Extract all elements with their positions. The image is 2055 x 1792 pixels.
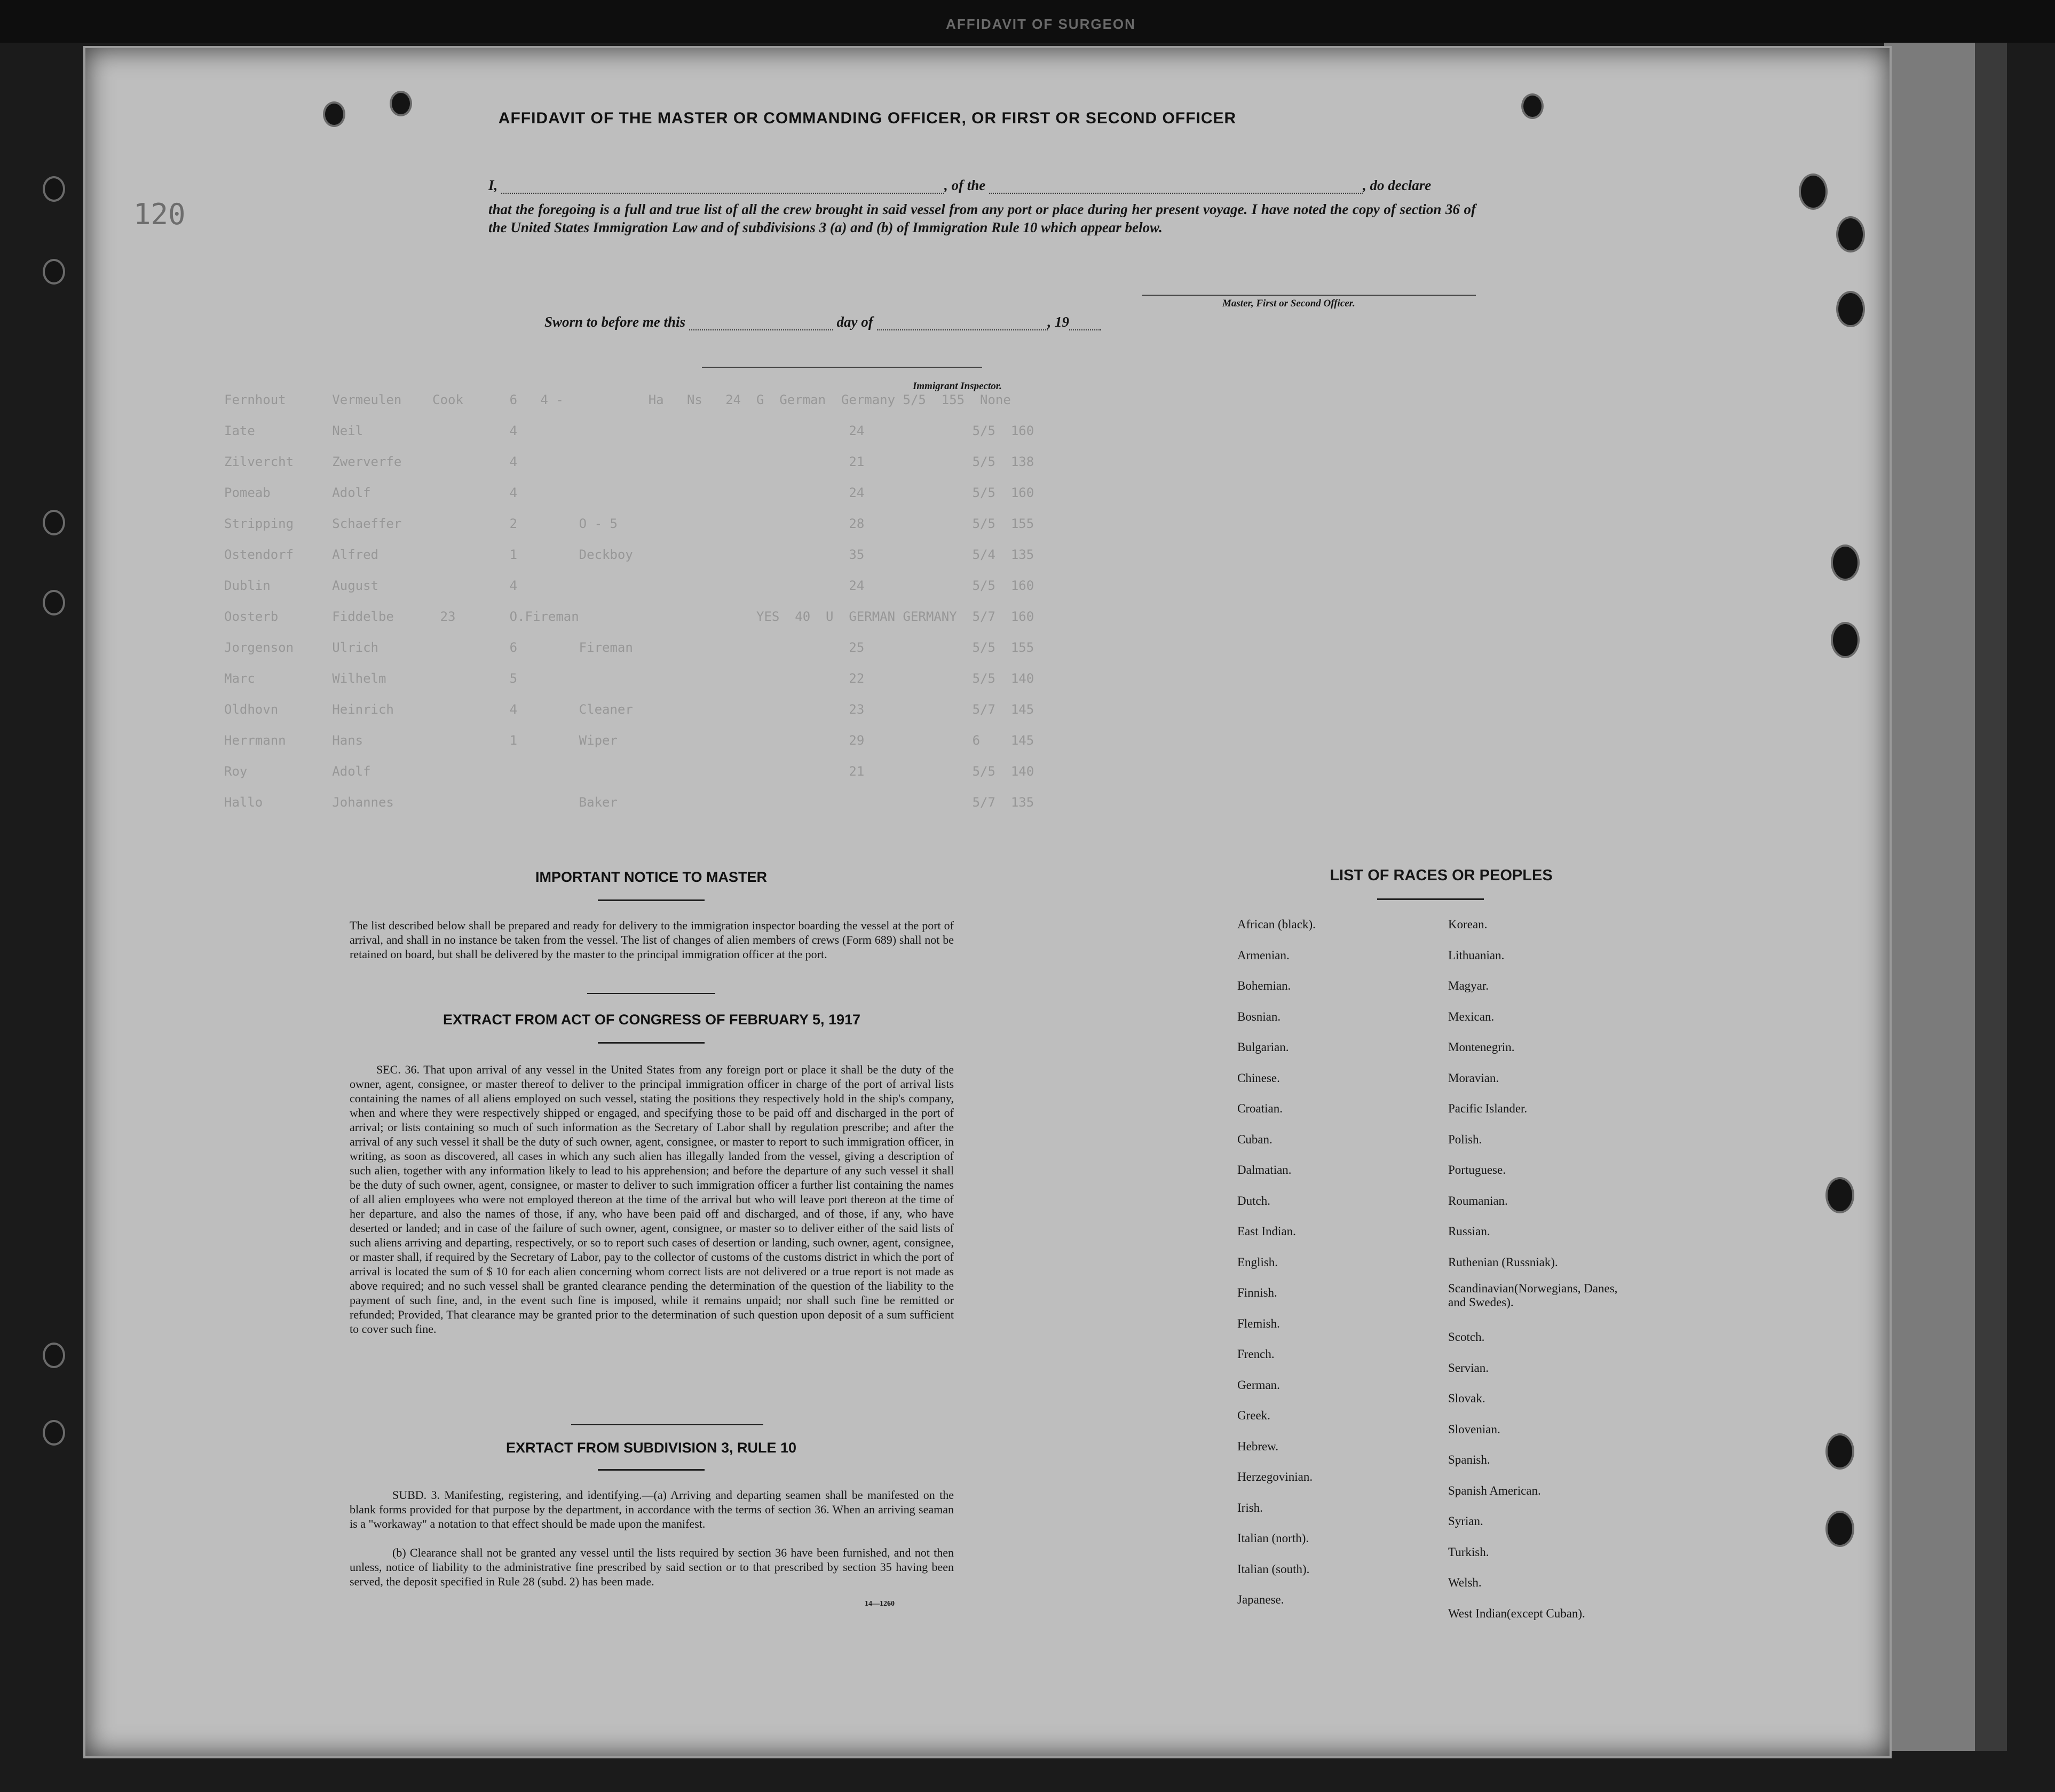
divider [598,1042,705,1044]
race-item: Chinese. [1237,1071,1280,1085]
master-signature-field[interactable] [1142,295,1476,296]
subdivision-b-text: (b) Clearance shall not be granted any vessel until the lists required by section 36 have been furnished, and not then unless, notice of liability to the administrative fine prescribed by said section or to that prescribed by section 35 having been served, the deposit specified in Rule 28 (subd. 2) has been made. [350,1546,954,1588]
binder-hole [43,1420,65,1446]
race-item: Croatian. [1237,1102,1283,1115]
race-item: Italian (south). [1237,1562,1310,1576]
race-item: East Indian. [1237,1225,1296,1238]
binder-hole [1836,216,1865,252]
sworn-label: Sworn to before me this [544,314,686,330]
notice-text: The list described below shall be prepared and ready for delivery to the immigration inspector boarding the vessel at the port of arrival, and shall in no instance be taken from the vessel. The list of changes of alien members of crews (Form 689) shall not be retained on board, but shall be delivered by the master to the principal immigration officer at the port. [350,919,954,961]
race-item: Dalmatian. [1237,1163,1292,1177]
race-item: Lithuanian. [1448,948,1505,962]
margin-number: 120 [133,198,186,231]
bleed-through-rows: Fernhout Vermeulen Cook 6 4 - Ha Ns 24 G German Germany 5/5 155 None Iate Neil 4 24 5/5 160 Zilvercht Zwerverfe 4 21 5/5 138 Pomeab Adolf 4 24 5/5 160 Stripping Schaeffer 2 O - 5 28 5/5 155 Ostendorf Alfred 1 Deckboy 35 5/4 135 Dublin August 4 24 5/5 160 Oosterb Fiddelbe 23 O.Fireman YES 40 U GERMAN GERMANY 5/7 160 Jorgenson Ulrich 6 Fireman 25 5/5 155 Marc Wilhelm 5 22 5/5 140 Oldhovn Heinrich 4 Cleaner 23 5/7 145 Herrmann Hans 1 Wiper 29 6 145 Roy Adolf 21 5/5 140 Hallo Johannes Baker 5/7 135 [224,392,1034,810]
declaration-line [488,177,1476,199]
race-item: West Indian(except Cuban). [1448,1606,1585,1620]
race-item: Finnish. [1237,1286,1277,1299]
binder-hole [1831,544,1860,581]
label-of-the: , of the [944,177,986,193]
sworn-year-field[interactable] [1069,315,1101,330]
binder-hole [1825,1177,1854,1213]
underlying-page-edge [1884,43,1975,1751]
binder-hole [43,1343,65,1368]
affidavit-title: AFFIDAVIT OF THE MASTER OR COMMANDING OFFICER, OR FIRST OR SECOND OFFICER [498,109,1237,127]
inspector-signature-field[interactable] [702,367,982,368]
bleed-through-caption: AFFIDAVIT OF SURGEON [946,16,1136,32]
race-item: Moravian. [1448,1071,1499,1085]
divider [598,1469,705,1471]
race-item: Scandinavian(Norwegians, Danes, and Swedes). [1448,1282,1618,1309]
affidavit-body: that the foregoing is a full and true list of all the crew brought in said vessel from any port or place during her present voyage. I have noted the copy of section 36 of the United States Immigration Law and of subdivisions 3 (a) and (b) of Immigration Rule 10 which appear below. [488,201,1476,235]
races-left-column [1237,909,1429,1615]
label-i: I, [488,177,498,193]
race-item: Ruthenian (Russniak). [1448,1255,1558,1269]
race-item: Pacific Islander. [1448,1102,1528,1115]
officer-name-field[interactable] [501,179,944,194]
binder-hole [43,176,65,202]
subdivision-a-text: SUBD. 3. Manifesting, registering, and identifying.—(a) Arriving and departing seamen shall be manifested on the blank forms provided for that purpose by the department, in accordance with the terms of section 36. When an arriving seaman is a "workaway" a notation to that effect should be made upon the manifest. [350,1488,954,1530]
binder-hole [43,510,65,535]
binder-hole [43,259,65,285]
race-item: Mexican. [1448,1009,1495,1023]
races-right-column [1448,909,1662,1629]
section-36-text: SEC. 36. That upon arrival of any vessel in the United States from any foreign port or place it shall be the duty of the owner, agent, consignee, or master thereof to deliver to the principal immigration officer in charge of the port of arrival lists containing the names of all aliens employed on such vessel, stating the positions they respectively hold in the ship's company, when and where they were respectively shipped or engaged, and specifying those to be paid off and discharged in the port of arrival; or lists containing so much of such information as the Secretary of Labor shall by regulation prescribe; and after the arrival of any such vessel it shall be the duty of such owner, agent, consignee, or master to report to such immigration officer, in writing, as soon as discovered, all cases in which any such alien has illegally landed from the vessel, giving a description of such alien, together with any information likely to lead to his apprehension; and before the departure of any such vessel it shall be the duty of such owner, agent, consignee, or master to deliver to such immigration officer a further list containing the names of all alien employees who were not employed thereon at the time of the arrival but who will leave port thereon at the time of her departure, and also the names of those, if any, who have been paid off and discharged, and of those, if any, who have deserted or landed; and in case of the failure of such owner, agent, consignee, or master so to deliver either of the said lists of such aliens arriving and departing, respectively, or so to report such cases of desertion or landing, such owner, agent, consignee, or master shall, if required by the Secretary of Labor, pay to the collector of customs of the customs district in which the port of arrival is located the sum of $ 10 for each alien concerning whom correct lists are not delivered or a true report is not made as above required; and no such vessel shall be granted clearance pending the determination of the question of the liability to the payment of such fine, and, in the event such fine is imposed, while it remains unpaid; nor shall such fine be remitted or refunded; Provided, That clearance may be granted prior to the determination of such question upon deposit of a sum sufficient to cover such fine. [350,1063,954,1336]
year-label: , 19 [1047,314,1070,330]
binder-hole [1799,173,1828,210]
race-item: French. [1237,1347,1275,1361]
race-item: Spanish. [1448,1453,1490,1466]
binder-hole [43,590,65,615]
race-item: Italian (north). [1237,1532,1309,1545]
race-item: English. [1237,1255,1278,1269]
race-item: Flemish. [1237,1316,1280,1330]
sworn-day-field[interactable] [689,315,833,330]
divider [587,993,715,994]
race-item: Armenian. [1237,948,1290,962]
race-item: Slovak. [1448,1392,1485,1405]
act-extract-heading: EXTRACT FROM ACT OF CONGRESS OF FEBRUARY 5, 1917 [442,1012,861,1028]
race-item: Irish. [1237,1501,1263,1514]
race-item: Polish. [1448,1132,1482,1146]
race-item: Magyar. [1448,979,1489,992]
rule-extract-heading: EXRTACT FROM SUBDIVISION 3, RULE 10 [505,1440,797,1456]
race-item: Bosnian. [1237,1009,1281,1023]
signature-caption: Master, First or Second Officer. [1222,298,1355,309]
race-item: Turkish. [1448,1545,1489,1559]
race-item: Russian. [1448,1225,1490,1238]
label-do-declare: , do declare [1363,177,1432,193]
inspector-caption: Immigrant Inspector. [913,381,1002,392]
race-item: Spanish American. [1448,1483,1541,1497]
race-item: Korean. [1448,918,1488,931]
binder-hole [1836,291,1865,327]
race-item: Bulgarian. [1237,1040,1289,1054]
race-item: Servian. [1448,1361,1489,1375]
punch-mark [1521,93,1544,119]
divider [598,899,705,901]
race-item: Dutch. [1237,1194,1270,1207]
binder-hole [1831,622,1860,658]
race-item: Welsh. [1448,1576,1482,1589]
race-item: Scotch. [1448,1330,1485,1344]
underlying-page-edge [1975,43,2007,1751]
form-number: 14—1260 [865,1600,895,1608]
divider [1377,898,1484,900]
sworn-line [544,314,1185,333]
race-item: Slovenian. [1448,1422,1500,1436]
race-item: Herzegovinian. [1237,1470,1313,1483]
race-item: African (black). [1237,918,1316,931]
race-item: German. [1237,1378,1280,1392]
binder-hole [1825,1433,1854,1470]
race-item: Bohemian. [1237,979,1291,992]
notice-heading: IMPORTANT NOTICE TO MASTER [535,869,767,885]
race-item: Syrian. [1448,1514,1483,1528]
race-item: Greek. [1237,1409,1270,1422]
race-item: Hebrew. [1237,1439,1279,1453]
race-item: Roumanian. [1448,1194,1508,1207]
race-item: Portuguese. [1448,1163,1506,1177]
race-item: Montenegrin. [1448,1040,1515,1054]
race-item: Japanese. [1237,1593,1284,1606]
divider [571,1424,763,1425]
binder-hole [1825,1511,1854,1547]
races-heading: LIST OF RACES OR PEOPLES [1330,867,1553,884]
day-of-label: day of [836,314,873,330]
vessel-name-field[interactable] [989,179,1363,194]
race-item: Cuban. [1237,1132,1272,1146]
sworn-month-field[interactable] [877,315,1048,330]
